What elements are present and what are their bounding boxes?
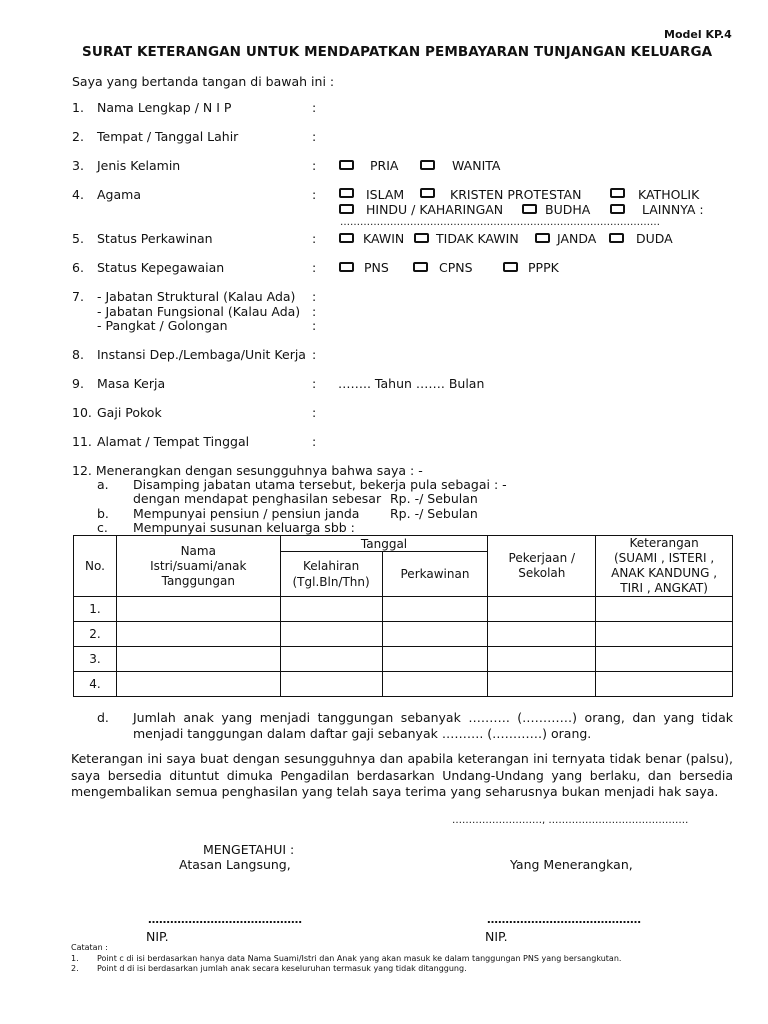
statement-line-3: mengembalikan semua penghasilan yang telah saya terima yang seharusnya bukan menjadi hak saya.	[71, 784, 719, 799]
cell-perkawinan[interactable]	[382, 672, 488, 697]
nip-label-left: NIP.	[146, 929, 169, 944]
field-colon: :	[312, 376, 317, 391]
cell-kelahiran[interactable]	[280, 647, 382, 672]
cell-pekerjaan[interactable]	[488, 647, 596, 672]
checkbox-wanita[interactable]	[420, 160, 435, 170]
cell-nama[interactable]	[116, 647, 280, 672]
field-colon: :	[312, 129, 317, 144]
option-label-islam: ISLAM	[366, 187, 405, 202]
cell-pekerjaan[interactable]	[488, 597, 596, 622]
table-row	[74, 622, 733, 647]
cell-nama[interactable]	[116, 622, 280, 647]
field-colon: :	[312, 318, 317, 333]
cell-pekerjaan[interactable]	[488, 622, 596, 647]
col-header-keterangan: Keterangan (SUAMI , ISTERI , ANAK KANDUNG , TIRI , ANGKAT)	[596, 536, 733, 597]
field-number: 7.	[72, 289, 84, 304]
cell-nama[interactable]	[116, 597, 280, 622]
item-b-text: Mempunyai pensiun / pensiun janda	[133, 506, 360, 521]
note-number: 1.	[71, 954, 79, 963]
row-number: 4.	[74, 672, 117, 697]
field-colon: :	[312, 347, 317, 362]
field-label-pangkat-golongan: - Pangkat / Golongan	[97, 318, 228, 333]
field-label-nama-nip: Nama Lengkap / N I P	[97, 100, 232, 115]
option-label-pns: PNS	[364, 260, 389, 275]
note-number: 2.	[71, 964, 79, 973]
checkbox-islam[interactable]	[339, 188, 354, 198]
option-label-wanita: WANITA	[452, 158, 501, 173]
checkbox-hindu-kaharingan[interactable]	[339, 204, 354, 214]
statement-line-1: Keterangan ini saya buat dengan sesungguhnya dan apabila keterangan ini ternyata tidak benar (palsu),	[71, 751, 733, 766]
field-number: 6.	[72, 260, 84, 275]
field-number: 11.	[72, 434, 92, 449]
atasan-langsung-label: Atasan Langsung,	[179, 857, 291, 872]
cell-keterangan[interactable]	[596, 647, 733, 672]
checkbox-kawin[interactable]	[339, 233, 354, 243]
cell-keterangan[interactable]	[596, 622, 733, 647]
cell-kelahiran[interactable]	[280, 597, 382, 622]
notes-heading: Catatan :	[71, 943, 108, 952]
checkbox-lainnya[interactable]	[610, 204, 625, 214]
item-a-amount: Rp. -/ Sebulan	[390, 491, 478, 506]
place-date-line[interactable]: ………………………, ……………………………………	[452, 815, 689, 826]
option-label-tidak-kawin: TIDAK KAWIN	[436, 231, 519, 246]
field-number: 10.	[72, 405, 92, 420]
page-title: SURAT KETERANGAN UNTUK MENDAPATKAN PEMBAYARAN TUNJANGAN KELUARGA	[82, 44, 713, 60]
col-header-no: No.	[74, 536, 117, 597]
option-label-lainnya: LAINNYA :	[642, 202, 704, 217]
checkbox-cpns[interactable]	[413, 262, 428, 272]
field-colon: :	[312, 100, 317, 115]
field-colon: :	[312, 158, 317, 173]
field-label-alamat: Alamat / Tempat Tinggal	[97, 434, 250, 449]
nip-label-right: NIP.	[485, 929, 508, 944]
field-number: 8.	[72, 347, 84, 362]
option-label-cpns: CPNS	[439, 260, 473, 275]
option-label-kawin: KAWIN	[363, 231, 405, 246]
checkbox-pppk[interactable]	[503, 262, 518, 272]
form-model-code: Model KP.4	[664, 28, 732, 41]
option-label-janda: JANDA	[557, 231, 597, 246]
row-number: 3.	[74, 647, 117, 672]
table-row	[74, 597, 733, 622]
option-label-hindu-kaharingan: HINDU / KAHARINGAN	[366, 202, 504, 217]
checkbox-pria[interactable]	[339, 160, 354, 170]
item-c-text: Mempunyai susunan keluarga sbb :	[133, 520, 355, 535]
field-colon: :	[312, 260, 317, 275]
cell-keterangan[interactable]	[596, 672, 733, 697]
field-label-gaji-pokok: Gaji Pokok	[97, 405, 162, 420]
checkbox-tidak-kawin[interactable]	[414, 233, 429, 243]
intro-text: Saya yang bertanda tangan di bawah ini :	[72, 74, 335, 89]
statement-line-2: saya bersedia dituntut dimuka Pengadilan berdasarkan Undang-Undang yang berlaku, dan bersedia	[71, 768, 733, 783]
cell-pekerjaan[interactable]	[488, 672, 596, 697]
yang-menerangkan-label: Yang Menerangkan,	[510, 857, 633, 872]
field-label-masa-kerja: Masa Kerja	[97, 376, 166, 391]
field-label-tempat-tanggal-lahir: Tempat / Tanggal Lahir	[97, 129, 239, 144]
checkbox-katholik[interactable]	[610, 188, 625, 198]
field-number: 1.	[72, 100, 84, 115]
item-d-line2: menjadi tanggungan dalam daftar gaji sebanyak ………. (…………) orang.	[133, 726, 592, 741]
field-colon: :	[312, 187, 317, 202]
cell-kelahiran[interactable]	[280, 622, 382, 647]
table-row	[74, 647, 733, 672]
field-number: 2.	[72, 129, 84, 144]
cell-perkawinan[interactable]	[382, 647, 488, 672]
field-colon: :	[312, 289, 317, 304]
table-row	[74, 672, 733, 697]
item-c-label: c.	[97, 520, 108, 535]
col-header-perkawinan: Perkawinan	[382, 552, 488, 597]
option-label-duda: DUDA	[636, 231, 673, 246]
item-d-line1: Jumlah anak yang menjadi tanggungan sebanyak ………. (…………) orang, dan yang tidak	[133, 710, 733, 725]
checkbox-kristen-protestan[interactable]	[420, 188, 435, 198]
note-1-text: Point c di isi berdasarkan hanya data Nama Suami/Istri dan Anak yang akan masuk ke dalam tanggungan PNS yang bersangkutan.	[97, 954, 622, 963]
field-label-jenis-kelamin: Jenis Kelamin	[97, 158, 181, 173]
item-b-amount: Rp. -/ Sebulan	[390, 506, 478, 521]
cell-perkawinan[interactable]	[382, 597, 488, 622]
item-a-label: a.	[97, 477, 109, 492]
col-header-kelahiran: Kelahiran (Tgl.Bln/Thn)	[280, 552, 382, 597]
field-label-status-kepegawaian: Status Kepegawaian	[97, 260, 225, 275]
checkbox-janda[interactable]	[535, 233, 550, 243]
col-header-pekerjaan: Pekerjaan / Sekolah	[488, 536, 596, 597]
cell-nama[interactable]	[116, 672, 280, 697]
field-label-jabatan-struktural: - Jabatan Struktural (Kalau Ada)	[97, 289, 296, 304]
field-number: 9.	[72, 376, 84, 391]
signature-line-right[interactable]: ……………………………………	[487, 913, 641, 926]
masa-kerja-value[interactable]: …….. Tahun ……. Bulan	[338, 376, 485, 391]
field-label-status-perkawinan: Status Perkawinan	[97, 231, 213, 246]
item-b-label: b.	[97, 506, 109, 521]
col-header-tanggal: Tanggal	[280, 536, 488, 552]
cell-kelahiran[interactable]	[280, 672, 382, 697]
field-colon: :	[312, 405, 317, 420]
field-number: 5.	[72, 231, 84, 246]
item-a-income-text: dengan mendapat penghasilan sebesar	[133, 491, 382, 506]
checkbox-duda[interactable]	[609, 233, 624, 243]
section-12-heading: 12. Menerangkan dengan sesungguhnya bahwa saya : -	[72, 463, 423, 478]
field-label-jabatan-fungsional: - Jabatan Fungsional (Kalau Ada)	[97, 304, 301, 319]
note-2-text: Point d di isi berdasarkan jumlah anak secara keseluruhan termasuk yang tidak ditanggung.	[97, 964, 467, 973]
option-label-pppk: PPPK	[528, 260, 559, 275]
field-label-instansi: Instansi Dep./Lembaga/Unit Kerja	[97, 347, 306, 362]
field-colon: :	[312, 231, 317, 246]
checkbox-budha[interactable]	[522, 204, 537, 214]
field-number: 3.	[72, 158, 84, 173]
family-table	[73, 535, 733, 697]
col-header-nama: Nama Istri/suami/anak Tanggungan	[116, 536, 280, 597]
row-number: 2.	[74, 622, 117, 647]
lainnya-fill-line[interactable]: ……………………………………………………………………………………	[340, 217, 660, 228]
mengetahui-label: MENGETAHUI :	[203, 842, 295, 857]
option-label-budha: BUDHA	[545, 202, 591, 217]
cell-keterangan[interactable]	[596, 597, 733, 622]
field-colon: :	[312, 434, 317, 449]
item-d-label: d.	[97, 710, 109, 725]
row-number: 1.	[74, 597, 117, 622]
item-a-text: Disamping jabatan utama tersebut, bekerja pula sebagai : -	[133, 477, 507, 492]
field-label-agama: Agama	[97, 187, 141, 202]
checkbox-pns[interactable]	[339, 262, 354, 272]
option-label-katholik: KATHOLIK	[638, 187, 700, 202]
signature-line-left[interactable]: ……………………………………	[148, 913, 302, 926]
option-label-pria: PRIA	[370, 158, 399, 173]
field-number: 4.	[72, 187, 84, 202]
field-colon: :	[312, 304, 317, 319]
option-label-kristen-protestan: KRISTEN PROTESTAN	[450, 187, 582, 202]
cell-perkawinan[interactable]	[382, 622, 488, 647]
